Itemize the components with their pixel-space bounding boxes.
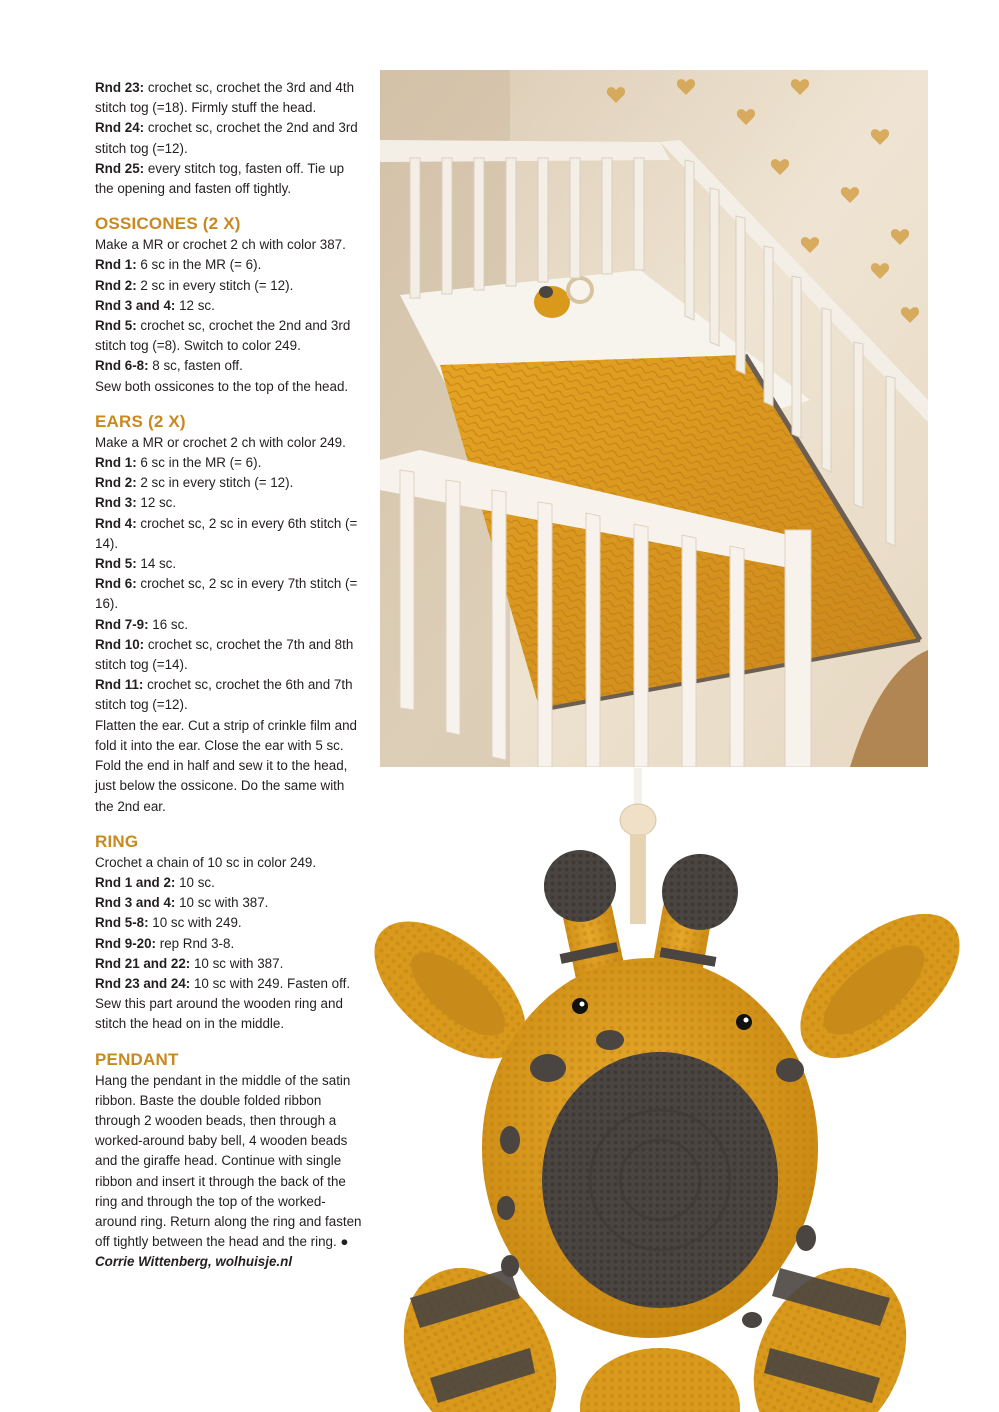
round-text: 10 sc with 249. <box>148 915 242 931</box>
section-body: Hang the pendant in the middle of the satin ribbon. Baste the double folded ribbon through 2 wooden beads, then through a worked-around baby bell, 4 wooden beads and the giraffe head. Continue with single ribbon and insert it through the back of the ring and through the top of the worked-around ring. Return along the ring and fasten off tightly between the head and the ring. ● <box>95 1072 362 1250</box>
round-label: Rnd 2: <box>95 475 137 491</box>
instruction-row <box>95 473 363 493</box>
round-text: 16 sc. <box>148 616 189 632</box>
instruction-row <box>95 873 363 893</box>
round-text: crochet sc, crochet the 6th and 7th stitch tog (=12). <box>95 677 353 713</box>
pattern-text-column <box>95 78 363 1273</box>
instruction-row <box>95 514 363 554</box>
crib-illustration <box>380 70 928 767</box>
section-outro: Sew both ossicones to the top of the head. <box>95 378 349 394</box>
round-text: 6 sc in the MR (= 6). <box>136 455 262 471</box>
round-text: 8 sc, fasten off. <box>148 358 243 374</box>
round-text: 14 sc. <box>136 556 177 572</box>
round-text: 10 sc with 387. <box>175 895 269 911</box>
round-label: Rnd 2: <box>95 277 137 293</box>
round-label: Rnd 10: <box>95 636 145 652</box>
round-text: crochet sc, 2 sc in every 7th stitch (= 16). <box>95 576 358 612</box>
round-label: Rnd 1 and 2: <box>95 874 176 890</box>
round-text: crochet sc, crochet the 2nd and 3rd stitch tog (=12). <box>95 120 358 156</box>
round-label: Rnd 23 and 24: <box>95 975 191 991</box>
instruction-row <box>95 493 363 513</box>
head-section <box>95 78 363 199</box>
round-text: 10 sc with 387. <box>190 955 284 971</box>
instruction-row <box>95 635 363 675</box>
instruction-row <box>95 974 363 994</box>
round-label: Rnd 6-8: <box>95 358 149 374</box>
round-text: 12 sc. <box>136 495 177 511</box>
ossicones-section <box>95 213 363 397</box>
round-label: Rnd 5: <box>95 556 137 572</box>
pendant-section <box>95 1049 363 1273</box>
round-label: Rnd 9-20: <box>95 935 157 951</box>
round-label: Rnd 24: <box>95 120 145 136</box>
instruction-row <box>95 78 363 118</box>
round-label: Rnd 3 and 4: <box>95 297 176 313</box>
section-outro: Flatten the ear. Cut a strip of crinkle film and fold it into the ear. Close the ear with 5 sc. Fold the end in half and sew it to the head, just below the ossicone. Do the same with the 2nd ear. <box>95 717 357 814</box>
round-text: crochet sc, crochet the 2nd and 3rd stitch tog (=8). Switch to color 249. <box>95 318 351 354</box>
round-text: 2 sc in every stitch (= 12). <box>136 475 294 491</box>
instruction-row <box>95 615 363 635</box>
round-label: Rnd 21 and 22: <box>95 955 191 971</box>
section-intro: Make a MR or crochet 2 ch with color 387. <box>95 237 346 253</box>
section-heading: EARS (2 X) <box>95 411 186 431</box>
round-text: 2 sc in every stitch (= 12). <box>136 277 294 293</box>
round-text: crochet sc, crochet the 3rd and 4th stitch tog (=18). Firmly stuff the head. <box>95 80 355 116</box>
instruction-row <box>95 255 363 275</box>
round-label: Rnd 5-8: <box>95 915 149 931</box>
section-intro: Make a MR or crochet 2 ch with color 249. <box>95 434 346 450</box>
round-text: 10 sc with 249. Fasten off. <box>190 975 351 991</box>
round-text: 10 sc. <box>175 874 215 890</box>
round-label: Rnd 6: <box>95 576 137 592</box>
section-intro: Crochet a chain of 10 sc in color 249. <box>95 854 317 870</box>
instruction-row <box>95 356 363 376</box>
giraffe-photo <box>360 768 980 1412</box>
round-label: Rnd 11: <box>95 677 144 693</box>
round-label: Rnd 25: <box>95 160 145 176</box>
round-text: 12 sc. <box>175 297 215 313</box>
instruction-row <box>95 954 363 974</box>
ears-section <box>95 411 363 817</box>
instruction-row <box>95 893 363 913</box>
round-label: Rnd 1: <box>95 455 137 471</box>
instruction-row <box>95 934 363 954</box>
instruction-row <box>95 118 363 158</box>
author-credit: Corrie Wittenberg, wolhuisje.nl <box>95 1254 293 1270</box>
round-label: Rnd 1: <box>95 257 137 273</box>
instruction-row <box>95 453 363 473</box>
instruction-row <box>95 296 363 316</box>
round-text: 6 sc in the MR (= 6). <box>136 257 262 273</box>
section-outro: Sew this part around the wooden ring and stitch the head on in the middle. <box>95 996 343 1032</box>
round-label: Rnd 7-9: <box>95 616 149 632</box>
round-label: Rnd 23: <box>95 80 145 95</box>
round-label: Rnd 3 and 4: <box>95 895 176 911</box>
ring-section <box>95 831 363 1035</box>
section-heading: RING <box>95 831 139 851</box>
section-heading: OSSICONES (2 X) <box>95 214 241 234</box>
instruction-row <box>95 574 363 614</box>
round-text: every stitch tog, fasten off. Tie up the opening and fasten off tightly. <box>95 160 345 197</box>
round-label: Rnd 3: <box>95 495 137 511</box>
instruction-row <box>95 554 363 574</box>
instruction-row <box>95 159 363 199</box>
round-label: Rnd 5: <box>95 318 137 334</box>
round-text: crochet sc, crochet the 7th and 8th stitch tog (=14). <box>95 636 354 673</box>
crib-photo <box>380 70 928 767</box>
round-label: Rnd 4: <box>95 515 137 531</box>
instruction-row <box>95 675 363 715</box>
round-text: crochet sc, 2 sc in every 6th stitch (= 14). <box>95 515 358 551</box>
instruction-row <box>95 316 363 356</box>
giraffe-illustration <box>360 768 980 1412</box>
section-heading: PENDANT <box>95 1049 179 1069</box>
instruction-row <box>95 276 363 296</box>
instruction-row <box>95 913 363 933</box>
round-text: rep Rnd 3-8. <box>156 935 235 951</box>
